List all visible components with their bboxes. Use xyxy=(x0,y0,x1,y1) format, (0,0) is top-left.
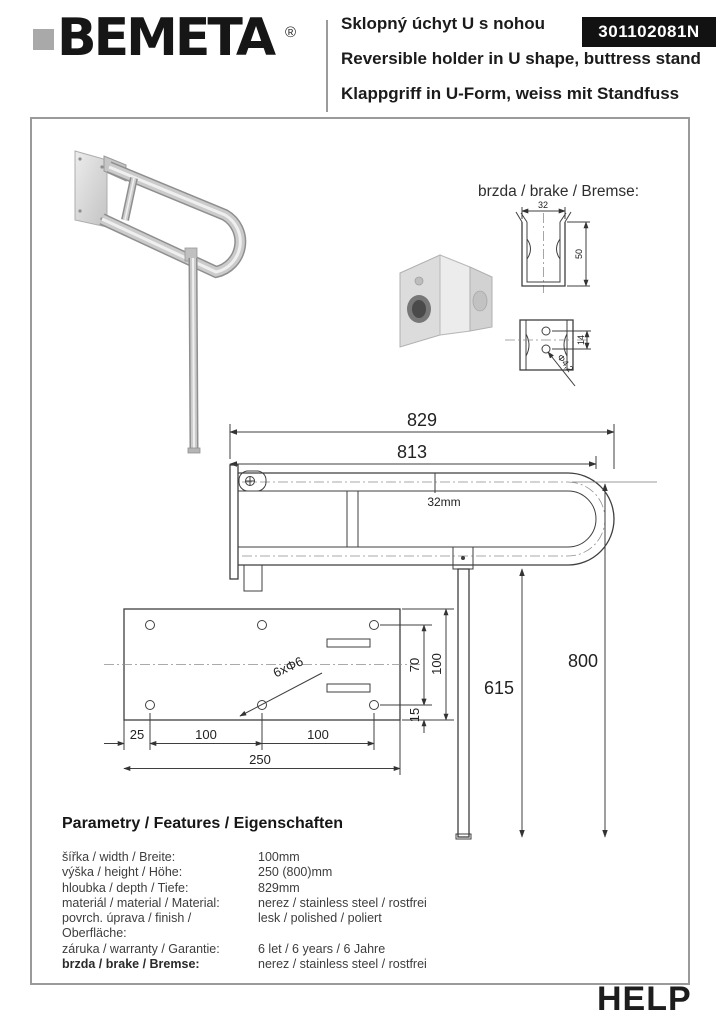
dim-total-depth: 829 xyxy=(406,410,438,430)
dim-height-to-floor: 800 xyxy=(567,651,598,671)
param-label-brake: brzda / brake / Bremse: xyxy=(62,957,200,972)
param-value-finish: lesk / polished / poliert xyxy=(258,911,382,926)
dim-brake-height: 50 xyxy=(574,248,584,260)
dim-brake-hole-offset: 14 xyxy=(576,334,586,346)
product-title-de: Klappgriff in U-Form, weiss mit Standfuss xyxy=(341,84,680,103)
product-code-badge: 301102081N xyxy=(582,17,716,47)
param-label-material: materiál / material / Material: xyxy=(62,895,220,910)
parameters-heading: Parametry / Features / Eigenschaften xyxy=(62,815,343,832)
param-label-depth: hloubka / depth / Tiefe: xyxy=(62,880,189,895)
dim-hole-pitch-1: 100 xyxy=(195,727,217,742)
dim-tube-diameter: 32mm xyxy=(427,495,461,509)
header-divider xyxy=(326,20,328,112)
dim-hole-rows-spacing: 70 xyxy=(407,657,422,673)
param-value-warranty: 6 let / 6 years / 6 Jahre xyxy=(258,941,386,956)
dim-brake-width: 32 xyxy=(537,200,549,210)
help-text: HELP xyxy=(597,980,692,1018)
dim-leg-length: 615 xyxy=(483,678,514,698)
dim-edge-to-hole: 25 xyxy=(129,727,145,742)
dim-inner-depth: 813 xyxy=(396,442,428,462)
param-value-depth: 829mm xyxy=(258,880,300,895)
dim-plate-height: 100 xyxy=(429,653,444,675)
dim-brake-hole-diameter: Φ4,2 xyxy=(555,352,576,374)
param-label-height: výška / height / Höhe: xyxy=(62,865,183,880)
brand-wordmark: BEMETA xyxy=(57,8,274,68)
dim-hole-pitch-2: 100 xyxy=(307,727,329,742)
product-title-cs: Sklopný úchyt U s nohou xyxy=(341,14,546,33)
param-value-width: 100mm xyxy=(258,850,300,864)
registered-mark: ® xyxy=(285,24,297,41)
dim-hole-to-edge: 15 xyxy=(407,707,422,723)
brake-front-drawing xyxy=(487,197,627,312)
param-label-width: šířka / width / Breite: xyxy=(62,850,176,864)
param-value-brake: nerez / stainless steel / rostfrei xyxy=(258,957,427,972)
param-value-height: 250 (800)mm xyxy=(258,865,333,880)
parameters-section xyxy=(62,815,662,972)
product-title-en: Reversible holder in U shape, buttress stand xyxy=(341,49,701,68)
dim-total-width: 250 xyxy=(249,752,271,767)
param-label-finish: povrch. úprava / finish / Oberfläche: xyxy=(62,911,192,941)
parameters-table xyxy=(62,850,662,972)
bemeta-logo xyxy=(33,8,313,102)
logo-square-icon xyxy=(33,29,54,50)
param-label-warranty: záruka / warranty / Garantie: xyxy=(62,941,220,956)
technical-drawing-board xyxy=(30,117,690,985)
dim-holes: 6xΦ6 xyxy=(270,653,306,681)
brake-section-label: brzda / brake / Bremse: xyxy=(478,183,640,200)
mounting-plate-drawing xyxy=(92,587,472,787)
param-value-material: nerez / stainless steel / rostfrei xyxy=(258,895,427,910)
